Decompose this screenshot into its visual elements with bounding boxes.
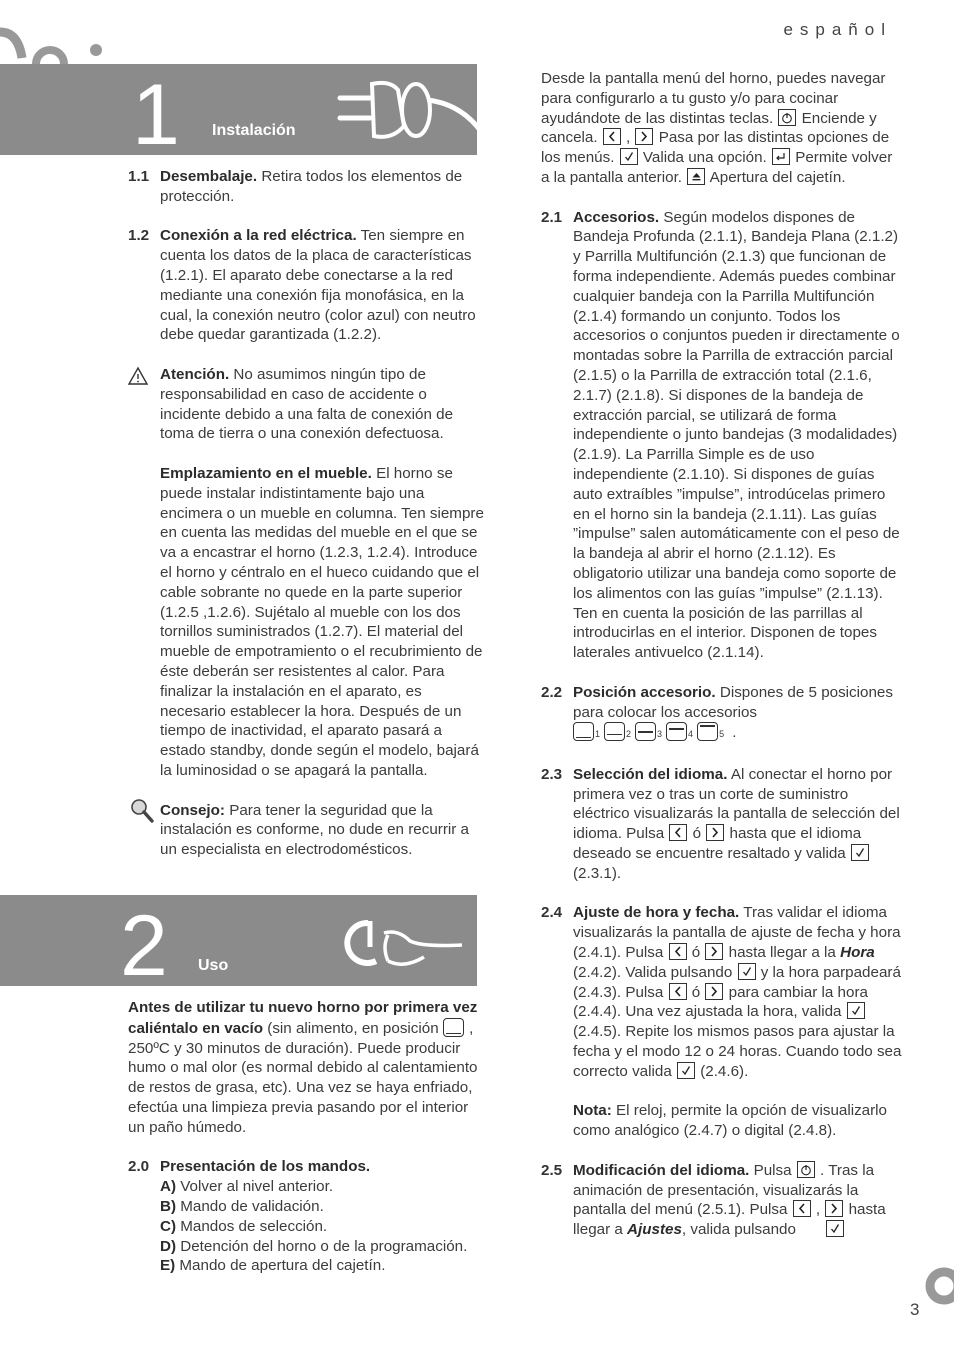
controls-block (128, 1157, 484, 1276)
item-text: Dispones de 5 posiciones para colocar los accesorios (573, 683, 893, 721)
chevron-left-key-icon (669, 943, 687, 960)
shelf-position-3-icon (635, 722, 656, 741)
item-emphasis: Hora (840, 944, 875, 962)
shelf-position-2-icon (604, 722, 625, 741)
shelf-position-4-icon (666, 722, 687, 741)
menu-text: Apertura del cajetín. (706, 168, 846, 186)
placement-lead: Emplazamiento en el mueble. (160, 464, 372, 482)
item-text: hasta llegar a (573, 1201, 886, 1239)
control-text: Mandos de selección. (176, 1217, 328, 1235)
position-label: 5 (719, 729, 725, 740)
tip-lead: Consejo: (160, 801, 225, 819)
item-text: Retira todos los elementos de protección. (160, 168, 463, 205)
item-2-4 (541, 903, 903, 1081)
power-key-icon (778, 109, 796, 126)
section-1-title: Instalación (212, 122, 296, 139)
menu-text: Pasa por las distintas opciones de los menús. (541, 129, 890, 167)
intro-text-b: , 250ºC y 30 minutos de duración). Puede producir humo o mal olor (es normal debido al calentamiento de restos de grasa, etc). Una vez se haya enfriado, efectúa una limpieza previa pasando por el interior un paño húmedo. (128, 1019, 478, 1136)
menu-text: Enciende y cancela. (541, 109, 877, 147)
shelf-position-icon (443, 1018, 464, 1037)
menu-text: , (621, 129, 635, 147)
control-item (160, 1217, 484, 1237)
item-1-2 (128, 226, 484, 345)
menu-text: Permite volver a la pantalla anterior. (541, 149, 893, 186)
item-2-2 (541, 683, 903, 745)
item-2-1 (541, 208, 903, 663)
intro-text-a: (sin alimento, en posición (263, 1019, 443, 1037)
control-key: B) (160, 1197, 177, 1215)
note-text: El reloj, permite la opción de visualizarlo como analógico (2.4.7) o digital (2.4.8). (573, 1102, 888, 1140)
tip-text: Para tener la seguridad que la instalación es conforme, no dude en recurrir a un especialista en electrodomésticos. (160, 801, 469, 859)
placement-block (128, 464, 484, 781)
menu-text: Valida una opción. (638, 149, 771, 167)
left-column-section-1 (128, 167, 484, 880)
chevron-left-key-icon (669, 983, 687, 1000)
item-text: hasta llegar a la (724, 944, 841, 962)
check-key-icon (851, 844, 869, 861)
item-number: 2.3 (541, 765, 563, 783)
item-text: . Tras la animación de presentación, visualizarás la pantalla del menú (2.5.1). Pulsa (573, 1161, 875, 1219)
item-text: (2.3.1). (573, 864, 622, 882)
controls-list (160, 1177, 484, 1276)
item-number: 1.2 (128, 227, 150, 245)
control-key: E) (160, 1257, 176, 1275)
chevron-right-key-icon (706, 824, 724, 841)
right-column (541, 69, 903, 1240)
item-text: , (811, 1201, 825, 1219)
control-item (160, 1256, 484, 1276)
item-number: 2.2 (541, 683, 563, 701)
control-key: C) (160, 1217, 177, 1235)
item-text: Según modelos dispones de Bandeja Profunda (2.1.1), Bandeja Plana (2.1.2) y Parrilla Multifunción (2.1.3) que funcionan de forma independiente. Además puedes combinar cualquier bandeja con la Parrilla Multifunción (2.1.4) formando un conjunto. Todos los accesorios o conjuntos pueden ir directamente o montadas sobre la Parrilla de extracción parcial (2.1.5) o la Parrilla de extracción total (2.1.6, 2.1.7) (2.1.8). Si dispones de la bandeja de extracción parcial, se utilizará de forma independiente o junto bandejas (3 modalidades) (2.1.9). La Parrilla Simple es de uso independiente (2.1.10). Si dispones de guías auto extraíbles ”impulse”, introdúcelas primero en el horno sin la bandeja (2.1.11). Las guías ”impulse” salen automáticamente con el peso de la bandeja al abrir el horno (2.1.12). Es obligatorio utilizar una bandeja como soporte de los alimentos con las guías ”impulse” (2.1.13). Ten en cuenta la posición de las parrillas al introducirlas en el interior. Disponen de topes laterales antivuelco (2.1.14). (573, 208, 900, 662)
check-key-icon (677, 1062, 695, 1079)
chevron-right-key-icon (705, 983, 723, 1000)
item-text: ó (687, 983, 705, 1001)
control-text: Detención del horno o de la programación. (176, 1237, 468, 1255)
corner-decoration-top (0, 18, 110, 68)
control-item (160, 1197, 484, 1217)
item-text: Pulsa (749, 1161, 796, 1179)
eject-key-icon (687, 168, 705, 185)
corner-decoration-bottom (922, 1266, 954, 1306)
control-item (160, 1177, 484, 1197)
controls-title: Presentación de los mandos. (160, 1158, 371, 1176)
item-emphasis: Ajustes (627, 1221, 682, 1239)
back-key-icon (772, 148, 790, 165)
item-text: ó (687, 944, 705, 962)
control-key: A) (160, 1178, 177, 1196)
section-1-number: 1 (132, 67, 180, 155)
section-2-number: 2 (120, 898, 168, 986)
position-label: 1 (595, 729, 601, 740)
shelf-position-5-icon (697, 722, 718, 741)
item-text: , valida pulsando (681, 1221, 801, 1239)
item-number: 2.1 (541, 208, 563, 226)
placement-text: El horno se puede instalar indistintamente bajo una encimera o un mueble en columna. Ten siempre en cuenta las medidas del mueble en el que se va a encastrar el horno (1.2.3, 1.2.4). Introduce el horno y céntralo en el hueco cuidando que el cable sobrante no quede en la parte superior (1.2.5 ,1.2.6). Sujétalo al mueble con los dos tornillos suministrados (1.2.7). El material del mueble de empotramiento o el recubrimiento de éste deberán ser resistentes al calor. Para finalizar la instalación en el aparato, es necesario establecer la hora. Después de un tiempo de inactividad, el aparato pasará a estado standby, donde según el modelo, bajará la luminosidad o se apagará la pantalla. (160, 464, 484, 779)
tip-block (128, 801, 484, 860)
chevron-right-key-icon (825, 1200, 843, 1217)
note-block (541, 1101, 903, 1141)
item-lead: Posición accesorio. (573, 683, 716, 701)
chevron-left-key-icon (669, 824, 687, 841)
chevron-right-key-icon (635, 128, 653, 145)
warning-block (128, 365, 484, 444)
power-button-finger-icon (340, 903, 477, 986)
magnifier-icon (128, 797, 154, 823)
item-lead: Desembalaje. (160, 168, 258, 185)
item-text: (2.4.6). (695, 1062, 749, 1080)
item-number: 2.5 (541, 1161, 563, 1179)
warning-lead: Atención. (160, 365, 230, 383)
power-key-icon (797, 1161, 815, 1178)
language-label: español (783, 20, 892, 39)
left-column-section-2 (128, 998, 484, 1276)
item-lead: Accesorios. (573, 208, 660, 226)
check-key-icon (826, 1220, 844, 1237)
position-label: 2 (626, 729, 632, 740)
warning-text: No asumimos ningún tipo de responsabilidad en caso de accidente o incidente debido a una falta de conexión de toma de tierra o una conexión defectuosa. (160, 365, 454, 443)
menu-text: Desde la pantalla menú del horno, puedes navegar para configurarlo a tu gusto y/o para cocinar ayudándote de las distintas teclas. (541, 70, 886, 127)
chevron-right-key-icon (705, 943, 723, 960)
check-key-icon (847, 1002, 865, 1019)
control-text: Mando de validación. (176, 1197, 324, 1215)
menu-paragraph (541, 69, 903, 188)
item-lead: Ajuste de hora y fecha. (573, 904, 740, 922)
item-text: (2.4.2). Valida pulsando (573, 963, 737, 981)
item-number: 2.4 (541, 904, 563, 922)
item-lead: Selección del idioma. (573, 765, 728, 783)
item-text: y la hora parpadeará (2.4.3). Pulsa (573, 963, 901, 1001)
check-key-icon (738, 963, 756, 980)
chevron-left-key-icon (603, 128, 621, 145)
item-lead: Conexión a la red eléctrica. (160, 227, 357, 245)
item-text: (2.4.5). Repite los mismos pasos para ajustar la fecha y el modo 12 o 24 horas. Cuando todo sea correcto valida (573, 1023, 902, 1080)
warning-triangle-icon (128, 365, 154, 387)
item-text-end: . (728, 724, 737, 742)
chevron-left-key-icon (793, 1200, 811, 1217)
note-lead: Nota: (573, 1102, 612, 1120)
position-label: 3 (657, 729, 663, 740)
item-text: Al conectar el horno por primera vez o tras un corte de suministro eléctrico visualizarás la pantalla de selección del idioma. Pulsa (573, 765, 900, 843)
item-lead: Modificación del idioma. (573, 1161, 750, 1179)
item-1-1 (128, 167, 484, 207)
item-text: para cambiar la hora (2.4.4). Una vez ajustada la hora, valida (573, 983, 868, 1021)
item-2-3 (541, 765, 903, 884)
item-number: 1.1 (128, 168, 150, 185)
item-text: Tras validar el idioma visualizarás la pantalla de ajuste de fecha y hora (2.4.1). Pulsa (573, 904, 901, 962)
plug-icon (330, 70, 477, 155)
section-2-header (0, 895, 477, 986)
intro-lead: Antes de utilizar tu nuevo horno por primera vez caliéntalo en vacío (128, 999, 478, 1037)
intro-paragraph (128, 998, 484, 1138)
control-key: D) (160, 1237, 177, 1255)
control-text: Mando de apertura del cajetín. (175, 1257, 386, 1275)
item-text: Ten siempre en cuenta los datos de la placa de características (1.2.1). El aparato debe conectarse a la red mediante una conexión fija monofásica, en la cual, la conexión neutro (color azul) con neutro debe quedar garantizada (1.2.2). (160, 227, 476, 344)
section-1-header (0, 64, 477, 155)
control-text: Volver al nivel anterior. (176, 1178, 334, 1196)
shelf-position-1-icon (573, 722, 594, 741)
item-text: hasta que el idioma deseado se encuentre resaltado y valida (573, 825, 862, 863)
item-text: ó (688, 825, 706, 843)
item-2-5 (541, 1161, 903, 1240)
control-item (160, 1237, 484, 1257)
check-key-icon (620, 148, 638, 165)
section-2-title: Uso (198, 957, 229, 974)
item-number: 2.0 (128, 1158, 150, 1176)
page-number: 3 (910, 1300, 920, 1319)
position-label: 4 (688, 729, 694, 740)
